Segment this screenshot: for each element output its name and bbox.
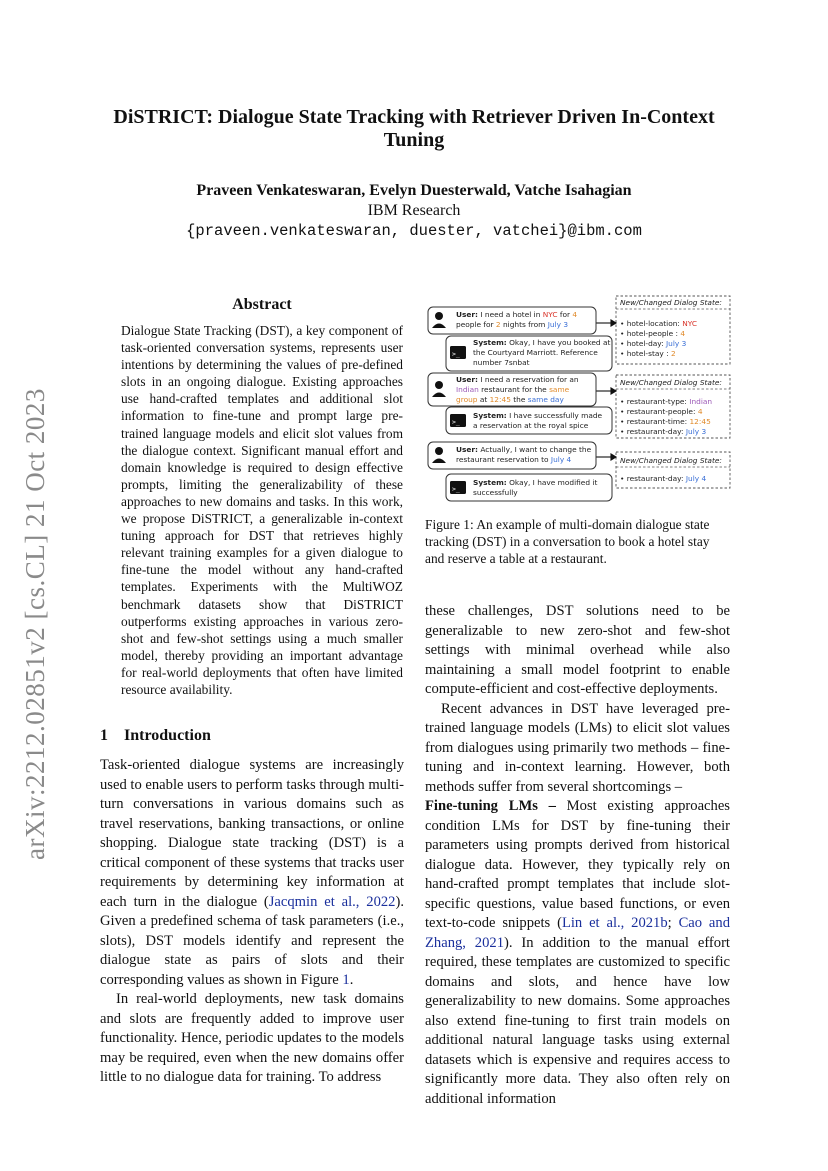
terminal-icon [450, 414, 466, 427]
fig-text: nights from [500, 320, 548, 329]
fig-text: the [510, 395, 528, 404]
figure-1-diagram [422, 292, 732, 507]
text-run: Most existing approaches condition LMs for DST by fine-tuning their parameters using prompts derived from historical dialogue data. However, they typically rely on hand-crafted prompt templates that include slot-specific questions, value based functions, or even text-to-code snippets ( [425, 798, 730, 931]
text-run: ). In addition to the manual effort required, these templates are customized to specific domains and slots, and hence have low generalizability to new domains. Some approaches also extend fine-tuning to first train models on additional natural language tasks using external datasets which is expensive and requires access to significantly more data. They also often rely on additional information [425, 934, 730, 1107]
state-list-3 [620, 474, 706, 483]
figure-reference-link[interactable]: 1 [342, 971, 350, 988]
slot-value: NYC [682, 319, 698, 328]
bullet: • [620, 397, 625, 406]
svg-text:restaurant reservation to July [456, 455, 572, 464]
svg-text:group at 12:45 the same day [456, 395, 564, 404]
slot-name: restaurant-day: [626, 427, 686, 436]
fig-text: restaurant for the [478, 385, 550, 394]
figure-1-caption: Figure 1: An example of multi-domain dialogue state tracking (DST) in a conversation to book a hotel stay and reserve a table at a restaurant. [425, 517, 710, 567]
fig-text: people for [456, 320, 496, 329]
right-paragraph-3 [425, 797, 730, 1109]
fig-text: Okay, I have modified it [506, 478, 598, 487]
citation-link[interactable]: Cao and Zhang, 2021 [425, 915, 731, 951]
slot-value: same [549, 385, 570, 394]
bullet: • [620, 319, 625, 328]
terminal-icon [450, 346, 466, 359]
fig-text: the Courtyard Marriott. Reference [473, 348, 598, 357]
state-list-2 [620, 397, 712, 436]
fig-text: I need a reservation for an [478, 375, 579, 384]
speaker-label: User: [456, 445, 479, 454]
citation-link[interactable]: Lin et al., 2021b [561, 915, 668, 931]
svg-text:System: I have successfully ma [473, 411, 603, 420]
slot-name: hotel-stay : [626, 349, 671, 358]
abstract-text: Dialogue State Tracking (DST), a key component of task-oriented conversation systems, represents user intentions by determining the values of pre-defined slots in an ongoing dialogue. Existing approaches use hand-crafted templates and additional slot information to fine-tune and prompt large pre-trained language models and elicit slot values from the dialogue context. Significant manual effort and domain knowledge is required to design effective prompts, limiting the generalizability of these approaches to new domains and tasks. In this work, we propose DiSTRICT, a generalizable in-context tuning approach for DST that retrieves highly relevant training examples for a given dialogue to fine-tune the model without any hand-crafted templates. Experiments with the MultiWOZ benchmark datasets show that DiSTRICT outperforms existing approaches in various zero-shot and few-shot settings using a much smaller model, thereby providing an important advantage for real-world deployments that often have limited resource availability. [121, 323, 403, 697]
svg-text:• hotel-stay : 2 [620, 349, 676, 358]
svg-text:• restaurant-type: Indian [620, 397, 712, 406]
slot-value: Indian [456, 385, 479, 394]
svg-text:System: Okay, I have modified [473, 478, 597, 487]
right-paragraph-1: these challenges, DST solutions need to be generalizable to new zero-shot and few-shot settings with minimal overhead while also maintaining a small model footprint to enable compute-efficient and cost-effective deployments. [425, 603, 730, 697]
speaker-label: System: [473, 338, 507, 347]
right-column-body [425, 602, 730, 1109]
svg-text:• restaurant-day: July 3 [620, 427, 706, 436]
bullet: • [620, 329, 625, 338]
svg-text:Indian restaurant for the same [456, 385, 570, 394]
svg-text:• restaurant-day: July 4 [620, 474, 706, 483]
author-emails: {praveen.venkateswaran, duester, vatchei}@ibm.com [186, 222, 642, 240]
slot-value: July 4 [550, 455, 572, 464]
affiliation: IBM Research [367, 202, 461, 219]
section-heading [100, 727, 211, 745]
bullet: • [620, 474, 625, 483]
svg-text:• hotel-day: July 3 [620, 339, 687, 348]
paragraph-run-in-heading: Fine-tuning LMs – [425, 798, 556, 814]
intro-paragraph-1 [100, 756, 404, 990]
speaker-label: User: [456, 310, 479, 319]
text-run: . [349, 971, 354, 988]
terminal-glyph: >_ [452, 350, 460, 358]
slot-value: July 3 [685, 427, 707, 436]
state-title-3: New/Changed Dialog State: [620, 456, 722, 465]
slot-value: 4 [697, 407, 703, 416]
state-title-2: New/Changed Dialog State: [620, 378, 722, 387]
terminal-glyph: >_ [452, 485, 460, 493]
slot-value: 12:45 [489, 395, 511, 404]
slot-value: 4 [680, 329, 686, 338]
svg-text:• hotel-location: NYC [620, 319, 697, 328]
left-column-body [100, 756, 404, 1088]
svg-text:• restaurant-people: 4 [620, 407, 703, 416]
intro-paragraph-2: In real-world deployments, new task domains and slots are frequently added to improve user functionality. Hence, periodic updates to the models may be required, even when the new domains offer little to no dialogue data for training. To address [100, 991, 404, 1085]
fig-text: restaurant reservation to [456, 455, 551, 464]
slot-value: 2 [495, 320, 501, 329]
slot-name: hotel-people : [626, 329, 681, 338]
bullet: • [620, 407, 625, 416]
text-run: ). Given a predefined schema of task parameters (i.e., slots), DST models identify and represent the dialogue state as pairs of slots and their corresponding values as shown in Figure [100, 893, 404, 988]
fig-text: a reservation at the royal spice [473, 421, 589, 430]
slot-value: July 3 [666, 339, 687, 348]
paper-title: DiSTRICT: Dialogue State Tracking with Retriever Driven In-Context Tuning [113, 106, 715, 151]
svg-text:• hotel-people : 4 [620, 329, 685, 338]
state-list-1 [620, 319, 697, 358]
slot-name: restaurant-time: [626, 417, 690, 426]
citation-link[interactable]: Jacqmin et al., 2022 [268, 893, 396, 910]
right-paragraph-2: Recent advances in DST have leveraged pre-trained language models (LMs) to elicit slot values from dialogues using primarily two methods – fine-tuning and in-context learning. However, both methods suffer from several shortcomings – [425, 700, 730, 795]
state-title-1: New/Changed Dialog State: [620, 298, 722, 307]
slot-value: 4 [572, 310, 578, 319]
slot-value: group [456, 395, 478, 404]
slot-value: 2 [670, 349, 676, 358]
text-run: Task-oriented dialogue systems are increasingly used to enable users to perform tasks through multi-turn conversations in various domains such as travel reservations, banking transactions, or online shopping. Dialogue state tracking (DST) is a critical component of these systems that tracks user requirements by determining key information at each turn in the dialogue ( [100, 757, 404, 910]
slot-value: Indian [689, 397, 713, 406]
slot-name: restaurant-people: [626, 407, 698, 416]
speaker-label: System: [473, 478, 507, 487]
fig-text: at [477, 395, 490, 404]
arxiv-stamp: arXiv:2212.02851v2 [cs.CL] 21 Oct 2023 [20, 388, 50, 860]
section-number: 1 [100, 727, 108, 744]
fig-text: successfully [473, 488, 518, 497]
bullet: • [620, 349, 625, 358]
svg-text:System: Okay, I have you booke [473, 338, 610, 347]
slot-value: July 4 [685, 474, 707, 483]
terminal-icon [450, 481, 466, 494]
slot-name: restaurant-type: [626, 397, 690, 406]
slot-value: same day [527, 395, 564, 404]
slot-value: 12:45 [689, 417, 711, 426]
slot-name: hotel-day: [626, 339, 666, 348]
fig-text: Actually, I want to change the [478, 445, 592, 454]
author-list: Praveen Venkateswaran, Evelyn Duesterwald, Vatche Isahagian [196, 182, 632, 199]
svg-text:people for 2 nights from July [456, 320, 568, 329]
svg-text:User: I need a hotel in NYC fo [456, 310, 577, 319]
fig-text: for [557, 310, 573, 319]
svg-text:User: Actually, I want to cha [456, 445, 592, 454]
slot-value: NYC [542, 310, 558, 319]
slot-name: hotel-location: [626, 319, 683, 328]
fig-text: number 7snbat [473, 358, 530, 367]
abstract-heading: Abstract [232, 296, 292, 313]
svg-text:• restaurant-time: 12:45 [620, 417, 711, 426]
slot-value: July 3 [547, 320, 569, 329]
bullet: • [620, 339, 625, 348]
section-title: Introduction [124, 727, 211, 744]
fig-text: I have successfully made [506, 411, 603, 420]
svg-text:User: I need a reservation for [456, 375, 579, 384]
slot-name: restaurant-day: [626, 474, 686, 483]
bullet: • [620, 427, 625, 436]
speaker-label: User: [456, 375, 479, 384]
bullet: • [620, 417, 625, 426]
speaker-label: System: [473, 411, 507, 420]
fig-text: Okay, I have you booked at [506, 338, 611, 347]
terminal-glyph: >_ [452, 418, 460, 426]
text-run: ; [667, 915, 679, 931]
fig-text: I need a hotel in [478, 310, 543, 319]
